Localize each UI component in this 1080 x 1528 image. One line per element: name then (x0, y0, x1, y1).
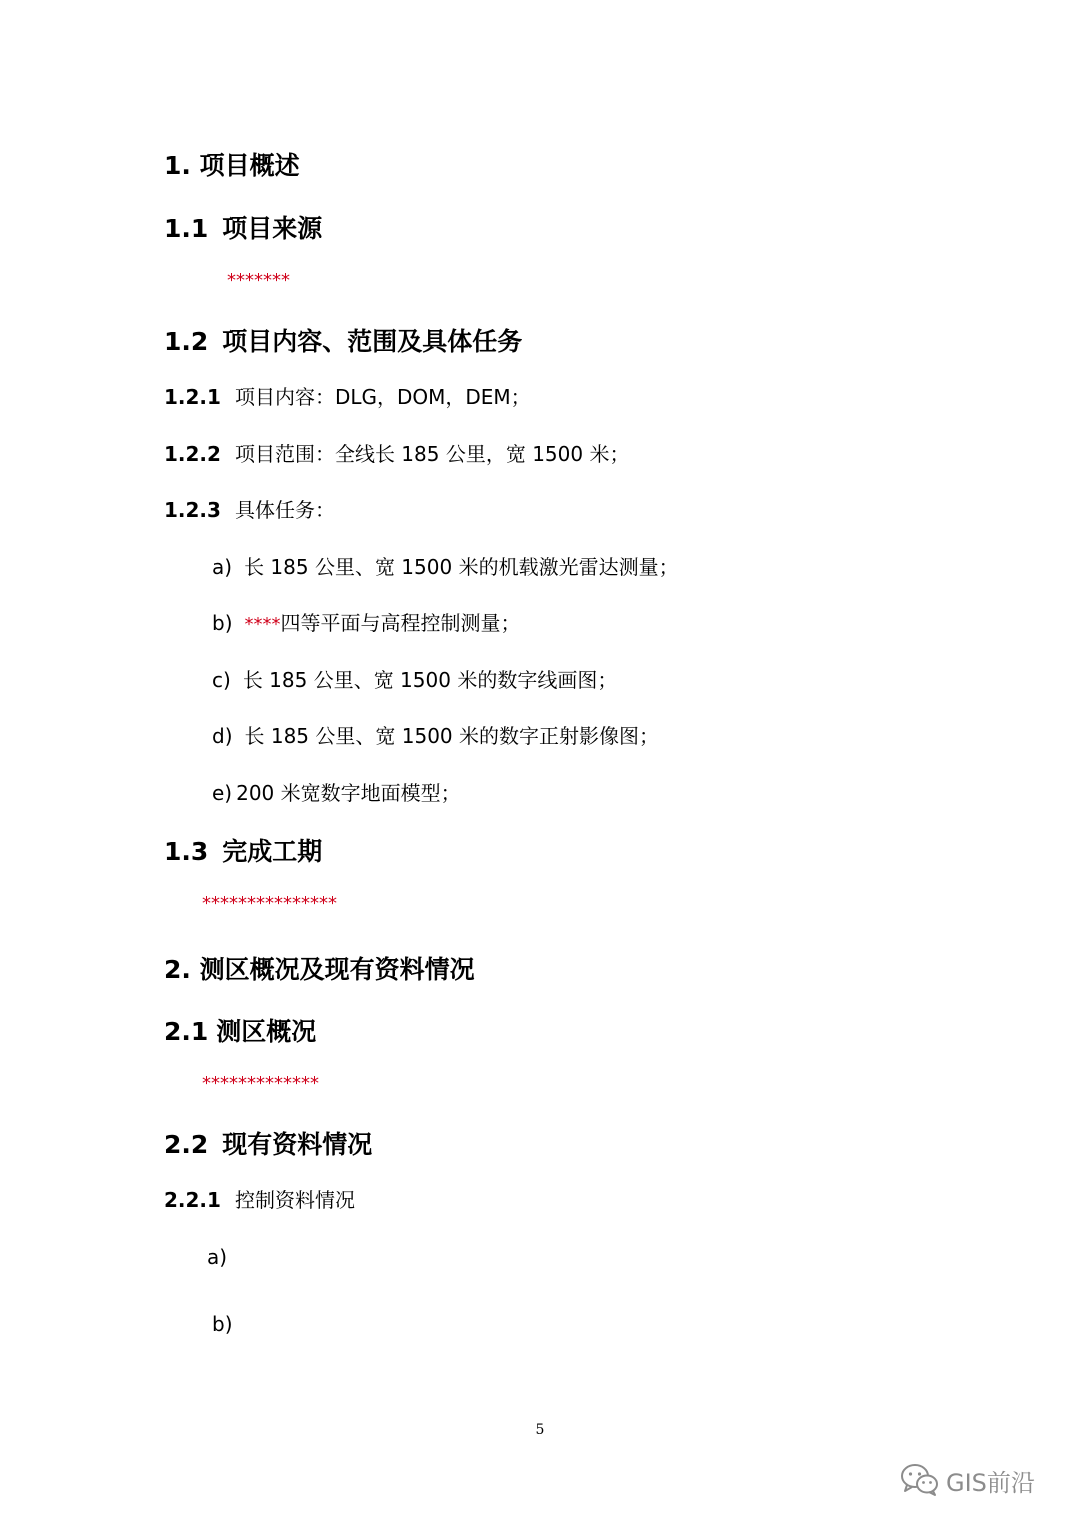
watermark-text: GIS前沿 (946, 1468, 1035, 1497)
subheading-1-2-2 (164, 444, 629, 464)
heading-number: 2.2 (164, 1130, 209, 1159)
list-item-label: b) (212, 611, 233, 635)
list-item-text: 长 185 公里、宽 1500 米的机载激光雷达测量； (244, 555, 679, 579)
heading-section-1-text: 1. 项目概述 (164, 151, 300, 180)
list-item (212, 1314, 233, 1334)
heading-section-1 (164, 153, 300, 178)
list-item-text: 200 米宽数字地面模型； (236, 781, 461, 805)
heading-number: 1.1 (164, 214, 209, 243)
list-item (212, 783, 461, 803)
subheading-number: 1.2.1 (164, 385, 221, 409)
heading-text: 现有资料情况 (222, 1130, 373, 1159)
heading-number: 2.1 (164, 1017, 209, 1046)
subheading-1-2-1 (164, 387, 531, 407)
subheading-text: 项目范围：全线长 185 公里，宽 1500 米； (234, 442, 630, 466)
heading-number: 1.2 (164, 327, 209, 356)
list-item-text: 长 185 公里、宽 1500 米的数字正射影像图； (244, 724, 660, 748)
heading-text: 项目来源 (222, 214, 323, 243)
heading-section-1-1 (164, 216, 322, 241)
placeholder-redacted: ************* (202, 1073, 319, 1094)
heading-text: 测区概况 (216, 1017, 317, 1046)
placeholder-redacted: ******* (227, 270, 290, 291)
list-item (207, 1247, 227, 1267)
heading-text: 完成工期 (222, 837, 323, 866)
heading-section-1-2 (164, 329, 522, 354)
list-item-label: a) (207, 1245, 228, 1269)
list-item-label: d) (212, 724, 233, 748)
subheading-text: 项目内容：DLG，DOM，DEM； (234, 385, 531, 409)
heading-section-2-2 (164, 1132, 372, 1157)
page-number: 5 (535, 1422, 545, 1438)
heading-text: 项目内容、范围及具体任务 (222, 327, 523, 356)
subheading-number: 1.2.3 (164, 498, 221, 522)
subheading-1-2-3 (164, 500, 335, 520)
heading-section-2 (164, 957, 475, 982)
list-item-text: 长 185 公里、宽 1500 米的数字线画图； (242, 668, 618, 692)
heading-section-1-3 (164, 839, 322, 864)
heading-section-2-text: 2. 测区概况及现有资料情况 (164, 955, 475, 984)
list-item-text: 四等平面与高程控制测量； (280, 611, 521, 635)
list-item (212, 557, 679, 577)
wechat-icon (900, 1463, 940, 1497)
heading-section-2-1 (164, 1019, 316, 1044)
subheading-number: 1.2.2 (164, 442, 221, 466)
subheading-number: 2.2.1 (164, 1188, 221, 1212)
subheading-text: 控制资料情况 (234, 1188, 355, 1212)
subheading-2-2-1 (164, 1190, 355, 1210)
list-item (212, 670, 617, 690)
list-item-label: c) (212, 668, 231, 692)
placeholder-redacted: *************** (202, 893, 337, 914)
redacted-prefix: **** (244, 614, 281, 635)
watermark (900, 1462, 1035, 1498)
list-item (212, 726, 659, 746)
list-item (212, 613, 521, 634)
subheading-text: 具体任务： (234, 498, 335, 522)
list-item-label: e) (212, 781, 233, 805)
list-item-label: b) (212, 1312, 233, 1336)
heading-number: 1.3 (164, 837, 209, 866)
list-item-label: a) (212, 555, 233, 579)
